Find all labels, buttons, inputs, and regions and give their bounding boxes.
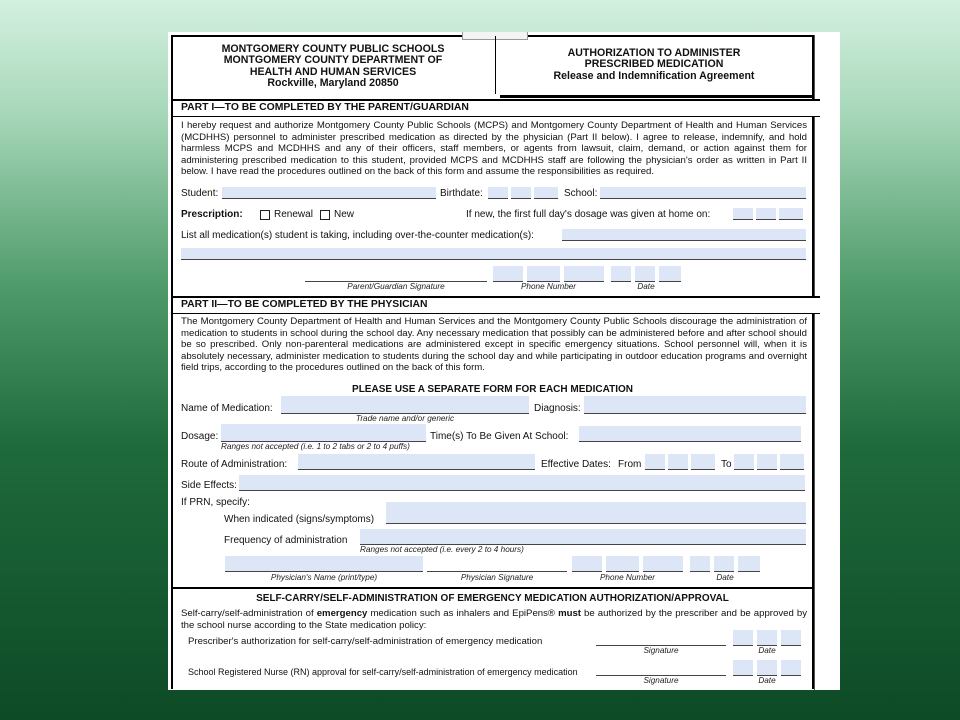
physician-phone-prefix-field[interactable] [606,556,639,572]
physician-name-field[interactable] [225,556,423,572]
self-carry-rule [173,587,814,589]
side-effects-label: Side Effects: [181,480,237,491]
form-title-line-1: AUTHORIZATION TO ADMINISTER [567,47,741,59]
times-given-label: Time(s) To Be Given At School: [430,431,569,442]
prn-label: If PRN, specify: [181,497,250,508]
physician-date-caption: Date [716,573,734,582]
prescriber-signature-caption: Signature [643,646,679,655]
part2-paragraph: The Montgomery County Department of Health and Human Services and the Montgomery County Public Schools discourage the administration of medication to students in school during the school day. Any necessary medication that possibly can be administered before and after school should be so prescribed. Only non-parenteral medications are administered except in specific emergency situations. School personnel will, when it is absolutely necessary, administer medication to students during the school day and while participating in outdoor education programs and overnight field trips, according to the procedures outlined on the back of this form. [181,316,807,374]
route-label: Route of Administration: [181,459,288,470]
physician-signature-caption: Physician Signature [460,573,534,582]
self-carry-text-e: be authorized by the prescriber and be approved by the school nurse according to the State medication policy: [181,608,808,631]
first-dose-label: If new, the first full day's dosage was given at home on: [466,209,711,220]
physician-phone-area-field[interactable] [572,556,602,572]
student-field[interactable] [222,187,436,199]
header-org-line-1: MONTGOMERY COUNTY PUBLIC SCHOOLS [221,43,445,55]
self-carry-paragraph [181,608,807,631]
dosage-label: Dosage: [181,431,219,442]
medication-name-field[interactable] [281,396,529,414]
dosage-field[interactable] [221,424,426,442]
rn-signature-field[interactable] [596,664,726,676]
part1-heading: PART I—TO BE COMPLETED BY THE PARENT/GUARDIAN [173,99,820,117]
header-form-title [498,48,810,82]
trade-name-caption: Trade name and/or generic [355,414,455,423]
parent-date-year-field[interactable] [659,266,681,282]
prescriber-date-month-field[interactable] [733,630,753,646]
self-carry-heading: SELF-CARRY/SELF-ADMINISTRATION OF EMERGENCY MEDICATION AUTHORIZATION/APPROVAL [256,593,729,604]
new-label: New [334,209,355,220]
parent-phone-line-field[interactable] [564,266,604,282]
prescriber-date-day-field[interactable] [757,630,777,646]
rn-date-year-field[interactable] [781,660,801,676]
school-label: School: [564,188,598,199]
prescription-label: Prescription: [181,209,243,220]
frequency-field[interactable] [360,529,806,545]
renewal-checkbox[interactable] [260,210,270,220]
diagnosis-field[interactable] [584,396,806,414]
header-organization [173,44,493,90]
effective-to-month-field[interactable] [734,454,754,470]
parent-phone-caption: Phone Number [520,282,577,291]
side-effects-field[interactable] [239,475,805,491]
medications-list-field-2[interactable] [181,248,806,260]
rn-date-day-field[interactable] [757,660,777,676]
first-dose-year-field[interactable] [779,208,803,220]
to-label: To [721,459,732,470]
frequency-label: Frequency of administration [224,535,348,546]
physician-date-year-field[interactable] [738,556,760,572]
parent-phone-area-field[interactable] [493,266,523,282]
birthdate-label: Birthdate: [440,188,483,199]
first-dose-day-field[interactable] [756,208,776,220]
part1-paragraph: I hereby request and authorize Montgomery County Public Schools (MCPS) and Montgomery County Department of Health and Human Services (MCDHHS) personnel to administer prescribed medication as directed by the physician (Part II below). I agree to release, indemnify, and hold harmless MCPS and MCDHHS and any of their officers, staff members, or agents from lawsuit, claim, demand, or action against them for administering prescribed medication to this student, provided MCPS and MCDHHS staff are following the physician's order as written in Part II below. I have read the procedures outlined on the back of this form and assume the responsibilities as required. [181,120,807,178]
header-divider [495,36,496,94]
part2-heading: PART II—TO BE COMPLETED BY THE PHYSICIAN [173,296,820,314]
rn-date-month-field[interactable] [733,660,753,676]
frequency-ranges-caption: Ranges not accepted (i.e. every 2 to 4 hours) [360,545,524,554]
rn-date-caption: Date [758,676,776,685]
birthdate-day-field[interactable] [511,187,531,199]
effective-from-month-field[interactable] [645,454,665,470]
header-org-line-4: Rockville, Maryland 20850 [267,77,399,90]
effective-from-day-field[interactable] [668,454,688,470]
physician-name-caption: Physician's Name (print/type) [270,573,378,582]
parent-date-caption: Date [637,282,655,291]
dosage-ranges-caption: Ranges not accepted (i.e. 1 to 2 tabs or 2 to 4 puffs) [221,442,410,451]
when-indicated-field[interactable] [386,502,806,524]
effective-from-year-field[interactable] [691,454,715,470]
parent-phone-prefix-field[interactable] [527,266,560,282]
birthdate-month-field[interactable] [488,187,508,199]
rn-signature-caption: Signature [643,676,679,685]
medication-name-label: Name of Medication: [181,403,273,414]
form-title-line-3: Release and Indemnification Agreement [553,69,755,82]
route-field[interactable] [298,454,535,470]
rn-approval-label: School Registered Nurse (RN) approval for self-carry/self-administration of emergency medication [188,667,578,677]
from-label: From [618,459,642,470]
when-indicated-label: When indicated (signs/symptoms) [224,514,375,525]
parent-date-day-field[interactable] [635,266,655,282]
parent-signature-caption: Parent/Guardian Signature [347,282,445,291]
physician-date-month-field[interactable] [690,556,710,572]
prescriber-authorization-label: Prescriber's authorization for self-carry/self-administration of emergency medication [188,636,543,647]
student-label: Student: [181,188,219,199]
prescriber-signature-field[interactable] [596,634,726,646]
physician-phone-caption: Phone Number [599,573,656,582]
prescriber-date-caption: Date [758,646,776,655]
new-checkbox[interactable] [320,210,330,220]
medication-authorization-form [168,32,840,690]
self-carry-text-a: Self-carry/self-administration of [181,608,317,619]
first-dose-month-field[interactable] [733,208,753,220]
header-org-line-2: MONTGOMERY COUNTY DEPARTMENT OF [223,54,443,67]
effective-to-day-field[interactable] [757,454,777,470]
renewal-label: Renewal [274,209,313,220]
self-carry-text-c: medication such as inhalers and EpiPens® [367,608,559,619]
page-edge-rule [814,35,815,690]
prescriber-date-year-field[interactable] [781,630,801,646]
self-carry-text-emergency: emergency [316,608,368,619]
form-title-line-2: PRESCRIBED MEDICATION [584,58,724,71]
self-carry-text-must: must [558,608,581,619]
separate-form-notice: PLEASE USE A SEPARATE FORM FOR EACH MEDICATION [352,384,633,395]
effective-to-year-field[interactable] [780,454,804,470]
header-underline [500,95,812,98]
diagnosis-label: Diagnosis: [534,403,581,414]
parent-date-month-field[interactable] [611,266,631,282]
physician-phone-line-field[interactable] [643,556,683,572]
times-given-field[interactable] [579,426,801,442]
school-field[interactable] [600,187,806,199]
medications-list-field-1[interactable] [562,229,806,241]
physician-date-day-field[interactable] [714,556,734,572]
parent-signature-field[interactable] [305,270,487,282]
effective-dates-label: Effective Dates: [541,459,611,470]
header-org-line-3: HEALTH AND HUMAN SERVICES [249,65,417,78]
physician-signature-field[interactable] [427,560,567,572]
medications-list-label: List all medication(s) student is taking, including over-the-counter medication(s): [181,230,534,241]
birthdate-year-field[interactable] [534,187,558,199]
